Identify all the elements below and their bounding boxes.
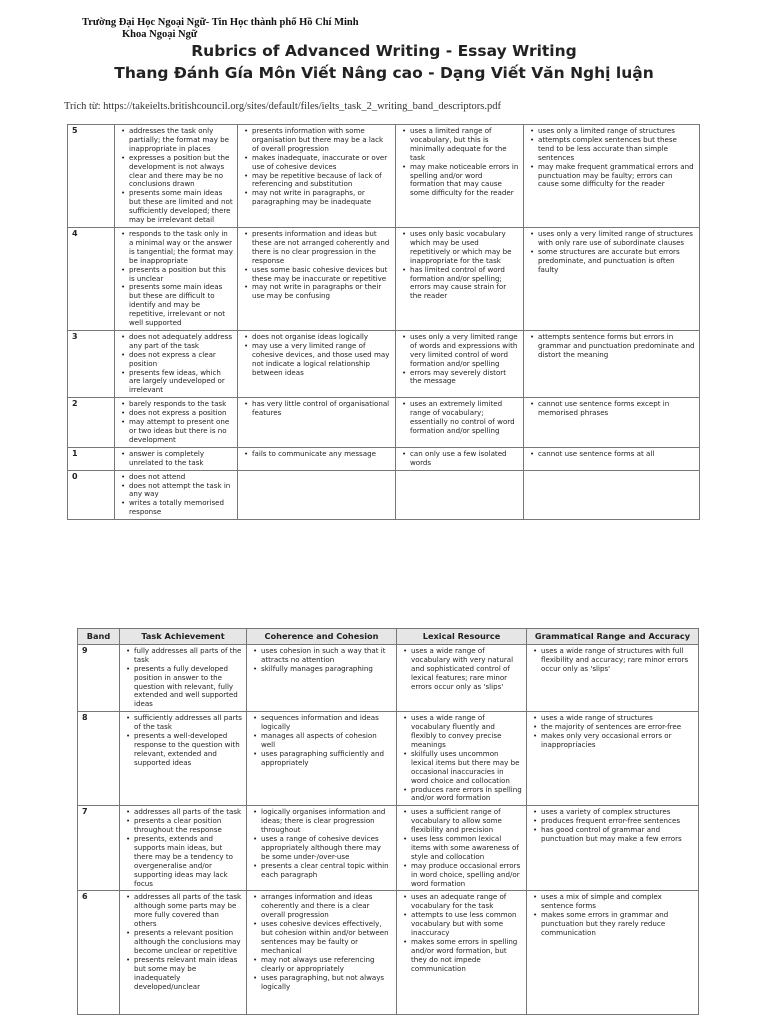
descriptor-item: • presents some main ideas but these are difficult to identify and may be repetitive, irrelevant or not well supported <box>129 283 233 328</box>
descriptor-item: • may produce occasional errors in word choice, spelling and/or word formation <box>411 862 522 889</box>
band-number: 1 <box>68 447 115 470</box>
descriptor-item: • addresses all parts of the task <box>134 808 242 817</box>
descriptor-item: • presents relevant main ideas but some may be inadequately developed/unclear <box>134 956 242 992</box>
rubric-table-lower-bands <box>67 124 700 520</box>
descriptor-item: • errors may severely distort the message <box>410 369 519 387</box>
document-subtitle: Thang Đánh Gía Môn Viết Nâng cao - Dạng Viết Văn Nghị luận <box>114 64 654 82</box>
column-header-grammatical-range: Grammatical Range and Accuracy <box>527 629 699 645</box>
descriptor-item: • sequences information and ideas logically <box>261 714 392 732</box>
lexical-resource-cell <box>396 125 524 228</box>
descriptor-item: • uses an extremely limited range of vocabulary; essentially no control of word formation and/or spelling <box>410 400 519 436</box>
lexical-resource-cell <box>397 891 527 1015</box>
descriptor-item: • skilfully uses uncommon lexical items but there may be occasional inaccuracies in word choice and collocation <box>411 750 522 786</box>
descriptor-item: • uses cohesive devices effectively, but cohesion within and/or between sentences may be faulty or mechanical <box>261 920 392 956</box>
descriptor-item: • may use a very limited range of cohesive devices, and those used may not indicate a logical relationship between ideas <box>252 342 391 378</box>
descriptor-item: • presents few ideas, which are largely undeveloped or irrelevant <box>129 369 233 396</box>
task-achievement-cell <box>120 891 247 1015</box>
band-number: 8 <box>78 712 120 806</box>
descriptor-item: • uses a wide range of vocabulary with very natural and sophisticated control of lexical features; rare minor errors occur only as 'slips' <box>411 647 522 692</box>
descriptor-item: • uses paragraphing sufficiently and appropriately <box>261 750 392 768</box>
descriptor-item: • uses a mix of simple and complex sentence forms <box>541 893 694 911</box>
descriptor-item: • uses less common lexical items with some awareness of style and collocation <box>411 835 522 862</box>
descriptor-item: • may make frequent grammatical errors and punctuation may be faulty; errors can cause some difficulty for the reader <box>538 163 695 190</box>
descriptor-item: • writes a totally memorised response <box>129 499 233 517</box>
task-achievement-cell <box>115 447 238 470</box>
descriptor-item: • produces frequent error-free sentences <box>541 817 694 826</box>
school-header <box>82 17 359 41</box>
descriptor-item: • can only use a few isolated words <box>410 450 519 468</box>
band-number: 2 <box>68 398 115 448</box>
coherence-cohesion-cell <box>247 806 397 891</box>
descriptor-item: • makes inadequate, inaccurate or over use of cohesive devices <box>252 154 391 172</box>
descriptor-item: • presents a clear central topic within each paragraph <box>261 862 392 880</box>
band-number: 9 <box>78 644 120 711</box>
descriptor-item: • may be repetitive because of lack of referencing and substitution <box>252 172 391 190</box>
descriptor-item: • skilfully manages paragraphing <box>261 665 392 674</box>
band-number: 6 <box>78 891 120 1015</box>
descriptor-item: • does not express a clear position <box>129 351 233 369</box>
band-row-3 <box>68 330 700 397</box>
band-row-5 <box>68 125 700 228</box>
descriptor-item: • may make noticeable errors in spelling and/or word formation that may cause some difficulty for the reader <box>410 163 519 199</box>
descriptor-item: • cannot use sentence forms at all <box>538 450 695 459</box>
grammatical-range-cell <box>524 227 700 330</box>
descriptor-item: • addresses all parts of the task although some parts may be more fully covered than others <box>134 893 242 929</box>
descriptor-item: • sufficiently addresses all parts of the task <box>134 714 242 732</box>
descriptor-item: • presents a position but this is unclear <box>129 266 233 284</box>
descriptor-item: • attempts sentence forms but errors in grammar and punctuation predominate and distort the meaning <box>538 333 695 360</box>
grammatical-range-cell <box>524 398 700 448</box>
column-header-lexical-resource: Lexical Resource <box>397 629 527 645</box>
column-header-coherence-cohesion: Coherence and Cohesion <box>247 629 397 645</box>
band-row-4 <box>68 227 700 330</box>
grammatical-range-cell <box>524 470 700 520</box>
source-citation: Trích từ: https://takeielts.britishcouncil.org/sites/default/files/ielts_task_2_writing_band_descriptors.pdf <box>64 101 502 112</box>
descriptor-item: • may attempt to present one or two ideas but there is no development <box>129 418 233 445</box>
descriptor-item: • uses a variety of complex structures <box>541 808 694 817</box>
descriptor-item: • fails to communicate any message <box>252 450 391 459</box>
descriptor-item: • uses only a very limited range of structures with only rare use of subordinate clauses <box>538 230 695 248</box>
descriptor-item: • uses some basic cohesive devices but these may be inaccurate or repetitive <box>252 266 391 284</box>
descriptor-item: • does not organise ideas logically <box>252 333 391 342</box>
descriptor-item: • may not write in paragraphs, or paragraphing may be inadequate <box>252 189 391 207</box>
column-header-band: Band <box>78 629 120 645</box>
band-number: 7 <box>78 806 120 891</box>
descriptor-item: • does not adequately address any part of the task <box>129 333 233 351</box>
descriptor-item: • presents a fully developed position in answer to the question with relevant, fully extended and well supported ideas <box>134 665 242 710</box>
descriptor-item: • uses an adequate range of vocabulary for the task <box>411 893 522 911</box>
band-number: 3 <box>68 330 115 397</box>
descriptor-item: • may not write in paragraphs or their use may be confusing <box>252 283 391 301</box>
descriptor-item: • cannot use sentence forms except in memorised phrases <box>538 400 695 418</box>
task-achievement-cell <box>115 330 238 397</box>
descriptor-item: • uses only a limited range of structures <box>538 127 695 136</box>
descriptor-item: • makes only very occasional errors or inappropriacies <box>541 732 694 750</box>
descriptor-item: • attempts to use less common vocabulary but with some inaccuracy <box>411 911 522 938</box>
band-number: 4 <box>68 227 115 330</box>
lexical-resource-cell <box>397 806 527 891</box>
band-row-9 <box>78 644 699 711</box>
descriptor-item: • does not attend <box>129 473 233 482</box>
grammatical-range-cell <box>524 330 700 397</box>
coherence-cohesion-cell <box>247 644 397 711</box>
descriptor-item: • may not always use referencing clearly or appropriately <box>261 956 392 974</box>
descriptor-item: • arranges information and ideas coherently and there is a clear overall progression <box>261 893 392 920</box>
descriptor-item: • does not express a position <box>129 409 233 418</box>
coherence-cohesion-cell <box>238 330 396 397</box>
coherence-cohesion-cell <box>238 125 396 228</box>
band-row-7 <box>78 806 699 891</box>
band-row-8 <box>78 712 699 806</box>
band-number: 5 <box>68 125 115 228</box>
descriptor-item: • presents, extends and supports main ideas, but there may be a tendency to overgeneralise and/or supporting ideas may lack focus <box>134 835 242 888</box>
descriptor-item: • manages all aspects of cohesion well <box>261 732 392 750</box>
descriptor-item: • logically organises information and ideas; there is clear progression throughout <box>261 808 392 835</box>
coherence-cohesion-cell <box>238 447 396 470</box>
descriptor-item: • uses only basic vocabulary which may be used repetitively or which may be inappropriate for the task <box>410 230 519 266</box>
task-achievement-cell <box>120 712 247 806</box>
descriptor-item: • some structures are accurate but errors predominate, and punctuation is often faulty <box>538 248 695 275</box>
grammatical-range-cell <box>527 891 699 1015</box>
task-achievement-cell <box>115 470 238 520</box>
descriptor-item: • uses a wide range of vocabulary fluently and flexibly to convey precise meanings <box>411 714 522 750</box>
descriptor-item: • presents a clear position throughout the response <box>134 817 242 835</box>
descriptor-item: • uses a wide range of structures with full flexibility and accuracy; rare minor errors occur only as 'slips' <box>541 647 694 674</box>
band-row-1 <box>68 447 700 470</box>
lexical-resource-cell <box>396 398 524 448</box>
descriptor-item: • uses a sufficient range of vocabulary to allow some flexibility and precision <box>411 808 522 835</box>
grammatical-range-cell <box>527 806 699 891</box>
task-achievement-cell <box>115 125 238 228</box>
coherence-cohesion-cell <box>238 470 396 520</box>
coherence-cohesion-cell <box>247 712 397 806</box>
descriptor-item: • uses a limited range of vocabulary, but this is minimally adequate for the task <box>410 127 519 163</box>
task-achievement-cell <box>115 398 238 448</box>
descriptor-item: • answer is completely unrelated to the task <box>129 450 233 468</box>
task-achievement-cell <box>115 227 238 330</box>
lexical-resource-cell <box>397 644 527 711</box>
descriptor-item: • has very little control of organisational features <box>252 400 391 418</box>
grammatical-range-cell <box>524 447 700 470</box>
grammatical-range-cell <box>527 644 699 711</box>
band-row-0 <box>68 470 700 520</box>
coherence-cohesion-cell <box>238 227 396 330</box>
descriptor-item: • responds to the task only in a minimal way or the answer is tangential; the format may be inappropriate <box>129 230 233 266</box>
task-achievement-cell <box>120 806 247 891</box>
school-name: Trường Đại Học Ngoại Ngữ- Tin Học thành phố Hồ Chí Minh <box>82 17 359 28</box>
band-row-6 <box>78 891 699 1015</box>
descriptor-item: • uses paragraphing, but not always logically <box>261 974 392 992</box>
descriptor-item: • uses a wide range of structures <box>541 714 694 723</box>
faculty-name: Khoa Ngoại Ngữ <box>122 29 198 40</box>
descriptor-item: • makes some errors in spelling and/or word formation, but they do not impede communication <box>411 938 522 974</box>
lexical-resource-cell <box>397 712 527 806</box>
band-row-2 <box>68 398 700 448</box>
descriptor-item: • has limited control of word formation and/or spelling; errors may cause strain for the reader <box>410 266 519 302</box>
descriptor-item: • uses only a very limited range of words and expressions with very limited control of word formation and/or spelling <box>410 333 519 369</box>
descriptor-item: • uses cohesion in such a way that it attracts no attention <box>261 647 392 665</box>
descriptor-item: • makes some errors in grammar and punctuation but they rarely reduce communication <box>541 911 694 938</box>
descriptor-item: • presents a well-developed response to the question with relevant, extended and supported ideas <box>134 732 242 768</box>
descriptor-item: • does not attempt the task in any way <box>129 482 233 500</box>
rubric-table-upper-bands <box>77 628 699 1015</box>
descriptor-item: • uses a range of cohesive devices appropriately although there may be some under-/over-use <box>261 835 392 862</box>
task-achievement-cell <box>120 644 247 711</box>
descriptor-item: • attempts complex sentences but these tend to be less accurate than simple sentences <box>538 136 695 163</box>
descriptor-item: • addresses the task only partially; the format may be inappropriate in places <box>129 127 233 154</box>
descriptor-item: • presents a relevant position although the conclusions may become unclear or repetitive <box>134 929 242 956</box>
lexical-resource-cell <box>396 447 524 470</box>
grammatical-range-cell <box>524 125 700 228</box>
column-header-task-achievement: Task Achievement <box>120 629 247 645</box>
descriptor-item: • presents some main ideas but these are limited and not sufficiently developed; there may be irrelevant detail <box>129 189 233 225</box>
descriptor-item: • the majority of sentences are error-free <box>541 723 694 732</box>
descriptor-item: • expresses a position but the development is not always clear and there may be no conclusions drawn <box>129 154 233 190</box>
descriptor-item: • fully addresses all parts of the task <box>134 647 242 665</box>
descriptor-item: • presents information with some organisation but there may be a lack of overall progression <box>252 127 391 154</box>
descriptor-item: • has good control of grammar and punctuation but may make a few errors <box>541 826 694 844</box>
document-title: Rubrics of Advanced Writing - Essay Writing <box>191 42 577 60</box>
lexical-resource-cell <box>396 330 524 397</box>
coherence-cohesion-cell <box>238 398 396 448</box>
descriptor-item: • produces rare errors in spelling and/or word formation <box>411 786 522 804</box>
coherence-cohesion-cell <box>247 891 397 1015</box>
lexical-resource-cell <box>396 470 524 520</box>
descriptor-item: • barely responds to the task <box>129 400 233 409</box>
lexical-resource-cell <box>396 227 524 330</box>
descriptor-item: • presents information and ideas but these are not arranged coherently and there is no clear progression in the response <box>252 230 391 266</box>
band-number: 0 <box>68 470 115 520</box>
grammatical-range-cell <box>527 712 699 806</box>
